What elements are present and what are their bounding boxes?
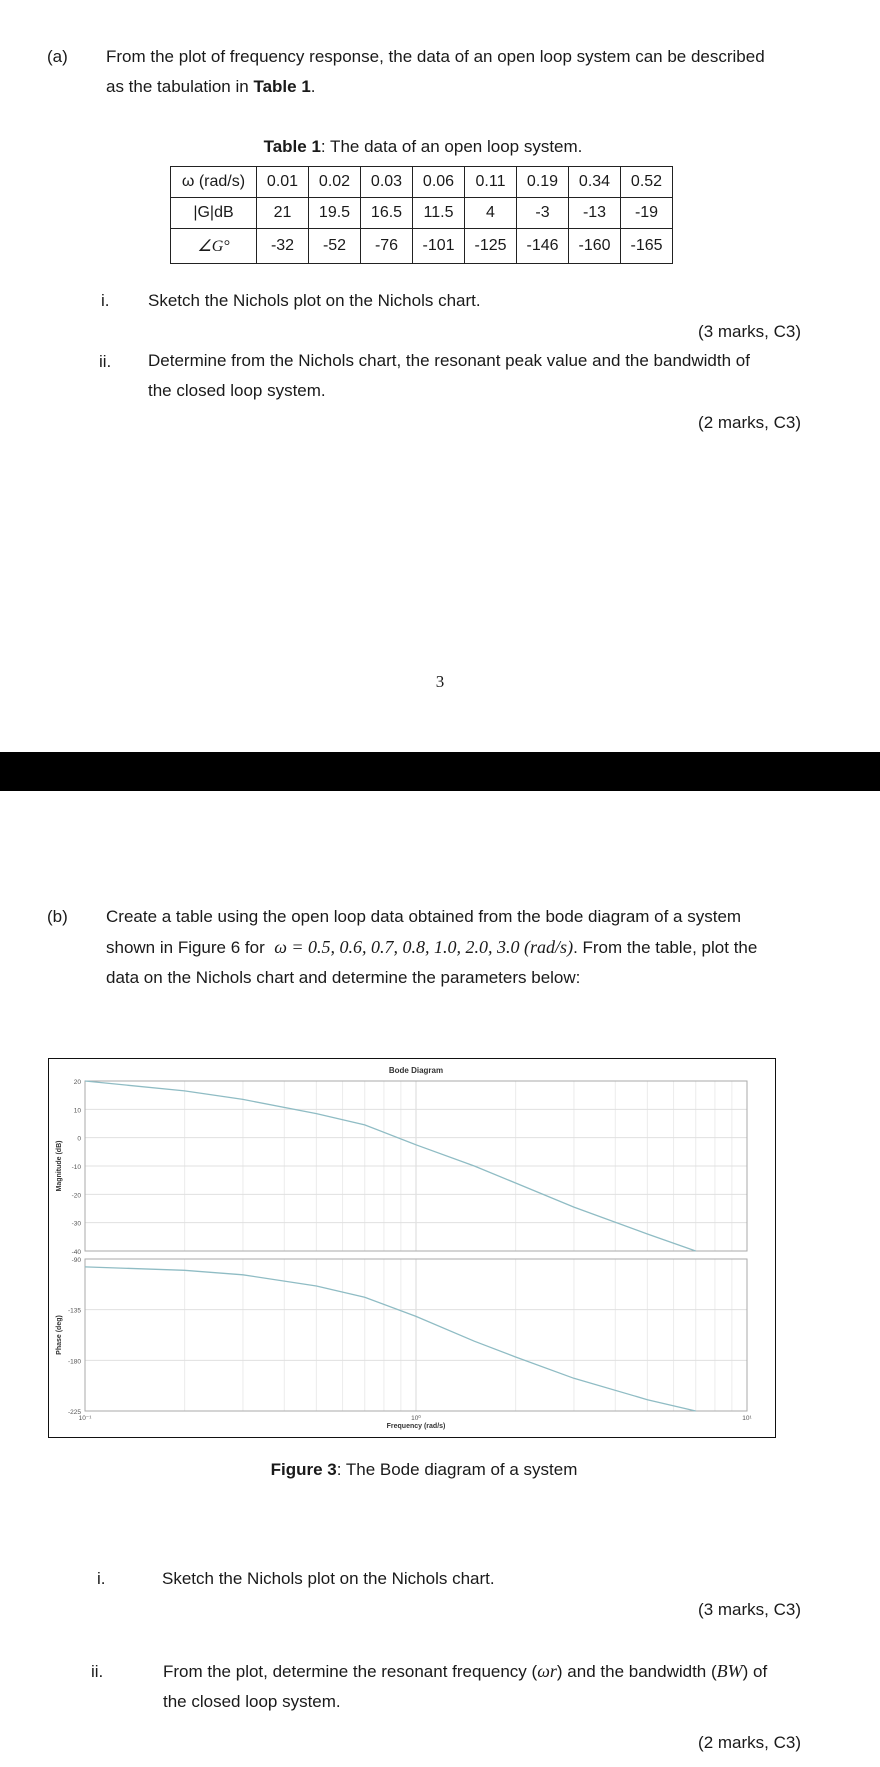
figure-caption: Figure 3: The Bode diagram of a system	[270, 1460, 578, 1479]
part-a-q2-text	[148, 346, 828, 406]
x-tick-label: 10⁰	[411, 1415, 421, 1422]
table-cell: -76	[361, 229, 413, 264]
part-b-q1-number: i.	[97, 1569, 106, 1588]
part-b-intro-line-2: shown in Figure 6 for ω = 0.5, 0.6, 0.7, 0.8, 1.0, 2.0, 3.0 (rad/s). From the table, plot the	[106, 937, 758, 957]
part-b-q1-marks: (3 marks, C3)	[698, 1600, 801, 1619]
part-a-q2-number: ii.	[99, 352, 112, 371]
y-tick-label: -10	[71, 1164, 81, 1171]
row-label-magnitude: |G|dB	[171, 198, 257, 229]
part-a-label: (a)	[47, 47, 68, 66]
resonant-frequency-symbol: ωr	[537, 1661, 557, 1681]
y-tick-label: 10	[73, 1107, 81, 1115]
table-cell: -146	[517, 229, 569, 264]
table-row-omega	[171, 167, 673, 198]
part-a-intro-line-1: From the plot of frequency response, the data of an open loop system can be described	[106, 47, 765, 66]
table-row-magnitude	[171, 198, 673, 229]
table-cell: 4	[465, 198, 517, 229]
y-tick-label: 20	[73, 1079, 81, 1086]
table-cell: -3	[517, 198, 569, 229]
table-cell: 11.5	[413, 198, 465, 229]
part-b-q1-text: Sketch the Nichols plot on the Nichols chart.	[162, 1569, 495, 1588]
table-cell: -165	[621, 229, 673, 264]
table-cell: -125	[465, 229, 517, 264]
omega-values: ω = 0.5, 0.6, 0.7, 0.8, 1.0, 2.0, 3.0 (rad/s)	[274, 937, 574, 957]
page-number: 3	[435, 672, 445, 691]
part-a-q1-marks: (3 marks, C3)	[698, 322, 801, 341]
part-b-label: (b)	[47, 907, 68, 926]
part-a-q1-number: i.	[101, 291, 110, 310]
phase-ylabel: Phase (deg)	[56, 1315, 63, 1355]
table-cell: 0.01	[257, 167, 309, 198]
part-b-intro	[106, 902, 806, 993]
y-tick-label: -20	[71, 1192, 81, 1200]
table-cell: 0.02	[309, 167, 361, 198]
part-b-q2-line-1: From the plot, determine the resonant frequency (ωr) and the bandwidth (BW) of	[163, 1661, 768, 1681]
table-cell: 21	[257, 198, 309, 229]
table-cell: -19	[621, 198, 673, 229]
y-tick-label: 0	[77, 1135, 81, 1143]
part-a-intro-line-2: as the tabulation in Table 1.	[106, 77, 316, 96]
y-tick-label: -180	[67, 1358, 81, 1366]
y-tick-label: -225	[67, 1409, 81, 1416]
table-cell: -160	[569, 229, 621, 264]
y-tick-label: -40	[71, 1249, 81, 1256]
part-b-intro-line-3: data on the Nichols chart and determine the parameters below:	[106, 968, 581, 987]
table-cell: 0.19	[517, 167, 569, 198]
row-label-phase: ∠G°	[171, 229, 257, 264]
x-tick-label: 10¹	[742, 1415, 752, 1422]
y-tick-label: -30	[71, 1220, 81, 1228]
bode-diagram	[49, 1059, 775, 1437]
table-cell: 0.34	[569, 167, 621, 198]
table-cell: 19.5	[309, 198, 361, 229]
table-cell: 0.03	[361, 167, 413, 198]
part-b-q2-line-2: the closed loop system.	[163, 1692, 341, 1711]
bode-figure-frame	[48, 1058, 776, 1438]
part-a-q1-text: Sketch the Nichols plot on the Nichols chart.	[148, 291, 481, 310]
part-b-intro-line-1: Create a table using the open loop data obtained from the bode diagram of a system	[106, 907, 742, 926]
table-cell: -52	[309, 229, 361, 264]
magnitude-ylabel: Magnitude (dB)	[56, 1140, 63, 1192]
table-cell: -32	[257, 229, 309, 264]
part-a-q2-line-2: the closed loop system.	[148, 381, 326, 400]
x-tick-label: 10⁻¹	[78, 1415, 92, 1422]
table-cell: 0.06	[413, 167, 465, 198]
part-a-intro	[106, 42, 826, 102]
table-cell: 0.52	[621, 167, 673, 198]
y-tick-label: -135	[67, 1307, 81, 1315]
part-b-q2-marks: (2 marks, C3)	[698, 1733, 801, 1752]
table-caption: Table 1: The data of an open loop system.	[263, 137, 583, 156]
table-cell: 0.11	[465, 167, 517, 198]
part-a-q2-line-1: Determine from the Nichols chart, the resonant peak value and the bandwidth of	[148, 351, 750, 370]
row-label-omega: ω (rad/s)	[171, 167, 257, 198]
table-cell: -13	[569, 198, 621, 229]
bandwidth-symbol: BW	[716, 1661, 743, 1681]
table-row-phase	[171, 229, 673, 264]
y-tick-label: -90	[71, 1257, 81, 1264]
chart-xlabel: Frequency (rad/s)	[386, 1423, 446, 1430]
table-cell: -101	[413, 229, 465, 264]
part-a-q2-marks: (2 marks, C3)	[698, 413, 801, 432]
chart-title: Bode Diagram	[388, 1066, 444, 1075]
part-b-q2-number: ii.	[91, 1662, 104, 1681]
page-break-band	[0, 752, 880, 791]
table-cell: 16.5	[361, 198, 413, 229]
part-b-q2-text	[163, 1656, 813, 1717]
data-table	[170, 166, 673, 264]
phase-series-line	[85, 1267, 696, 1411]
